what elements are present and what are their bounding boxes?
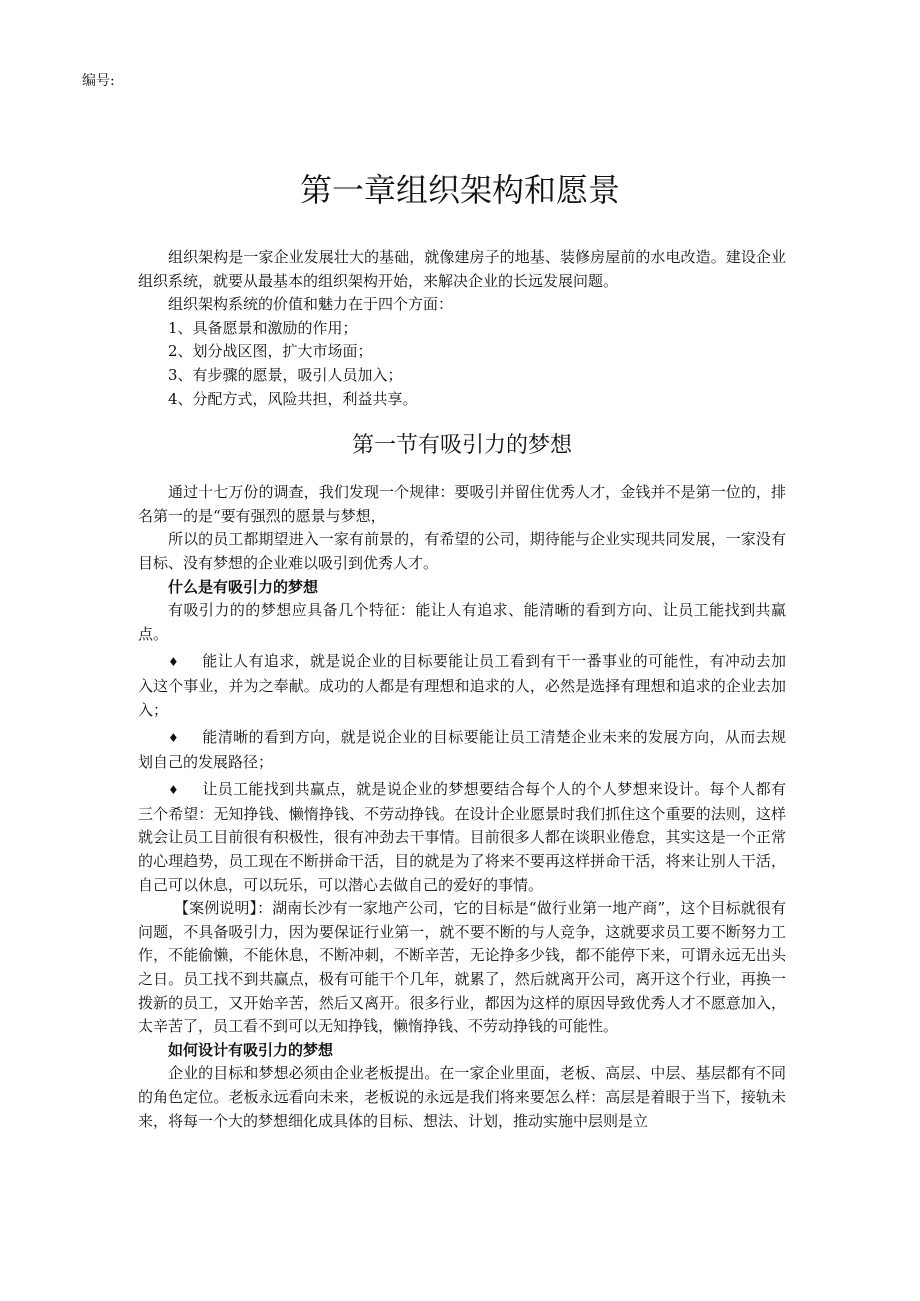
- section-title: 第一节有吸引力的梦想: [351, 433, 572, 459]
- diamond-bullet-icon: ♦: [168, 655, 179, 670]
- intro-paragraph: 组织架构是一家企业发展壮大的基础，就像建房子的地基、装修房屋前的水电改造。建设企业组织系统，就要从最基本的组织架构开始，来解决企业的长远发展问题。: [138, 248, 786, 290]
- bullet-item: [138, 650, 786, 722]
- diamond-bullet-icon: ♦: [168, 731, 179, 746]
- value-list-item: 4、分配方式，风险共担，利益共享。: [168, 389, 418, 408]
- design-paragraph: 企业的目标和梦想必须由企业老板提出。在一家企业里面，老板、高层、中层、基层都有不同的角色定位。老板永远看向未来，老板说的永远是我们将来要怎么样：高层是着眼于当下，接轨未来，将每一个大的梦想细化成具体的目标、想法、计划，推动实施中层则是立: [138, 1064, 786, 1130]
- value-list-item: 2、划分战区图，扩大市场面；: [168, 342, 373, 361]
- document-body: [138, 246, 786, 1133]
- case-study-paragraph: 【案例说明】：湖南长沙有一家地产公司，它的目标是“做行业第一地产商”，这个目标就很有问题，不具备吸引力，因为要保证行业第一，就不要不断的与人竞争，这就要求员工要不断努力工作，不能偷懒，不能休息，不断冲刺，不断辛苦，无论挣多少钱，都不能停下来，可谓永远无出头之日。员工找不到共赢点，极有可能干个几年，就累了，然后就离开公司，离开这个行业，再换一拨新的员工，又开始辛苦，然后又离开。很多行业，都因为这样的原因导致优秀人才不愿意加入，太辛苦了，员工看不到可以无知挣钱，懒惰挣钱、不劳动挣钱的可能性。: [138, 899, 786, 1036]
- bullet-text: 能让人有追求，就是说企业的目标要能让员工看到有干一番事业的可能性，有冲动去加入这个事业，并为之奉献。成功的人都是有理想和追求的人，必然是选择有理想和追求的企业去加入；: [138, 652, 786, 719]
- subheading-how-to-design: 如何设计有吸引力的梦想: [168, 1040, 334, 1059]
- expectation-paragraph: 所以的员工都期望进入一家有前景的，有希望的公司，期待能与企业实现共同发展，一家没有目标、没有梦想的企业难以吸引到优秀人才。: [138, 530, 786, 572]
- bullet-text: 能清晰的看到方向，就是说企业的目标要能让员工清楚企业未来的发展方向，从而去规划自己的发展路径；: [138, 728, 786, 771]
- bullet-item: [138, 778, 786, 897]
- features-paragraph: 有吸引力的的梦想应具备几个特征：能让人有追求、能清晰的看到方向、让员工能找到共赢点。: [138, 601, 786, 643]
- diamond-bullet-icon: ♦: [168, 783, 179, 798]
- chapter-title: 第一章组织架构和愿景: [299, 171, 620, 209]
- value-list-item: 3、有步骤的愿景，吸引人员加入；: [168, 365, 403, 384]
- value-list-item: 1、具备愿景和激励的作用；: [168, 318, 358, 337]
- bullet-item: [138, 726, 786, 774]
- bullet-text: 让员工能找到共赢点，就是说企业的梦想要结合每个人的个人梦想来设计。每个人都有三个希望：无知挣钱、懒惰挣钱、不劳动挣钱。在设计企业愿景时我们抓住这个重要的法则，这样就会让员工目前很有积极性，很有冲劲去干事情。目前很多人都在谈职业倦怠，其实这是一个正常的心理趋势，员工现在不断拼命干活，目的就是为了将来不要再这样拼命干活，将来让别人干活，自己可以休息，可以玩乐，可以潜心去做自己的爱好的事情。: [138, 780, 786, 894]
- subheading-what-is-dream: 什么是有吸引力的梦想: [168, 577, 319, 596]
- document-number-label: 编号:: [82, 73, 115, 89]
- survey-paragraph: 通过十七万份的调查，我们发现一个规律：要吸引并留住优秀人才，金钱并不是第一位的，排名第一的是“要有强烈的愿景与梦想，: [138, 483, 786, 525]
- intro-lead-paragraph: 组织架构系统的价值和魅力在于四个方面：: [168, 295, 454, 314]
